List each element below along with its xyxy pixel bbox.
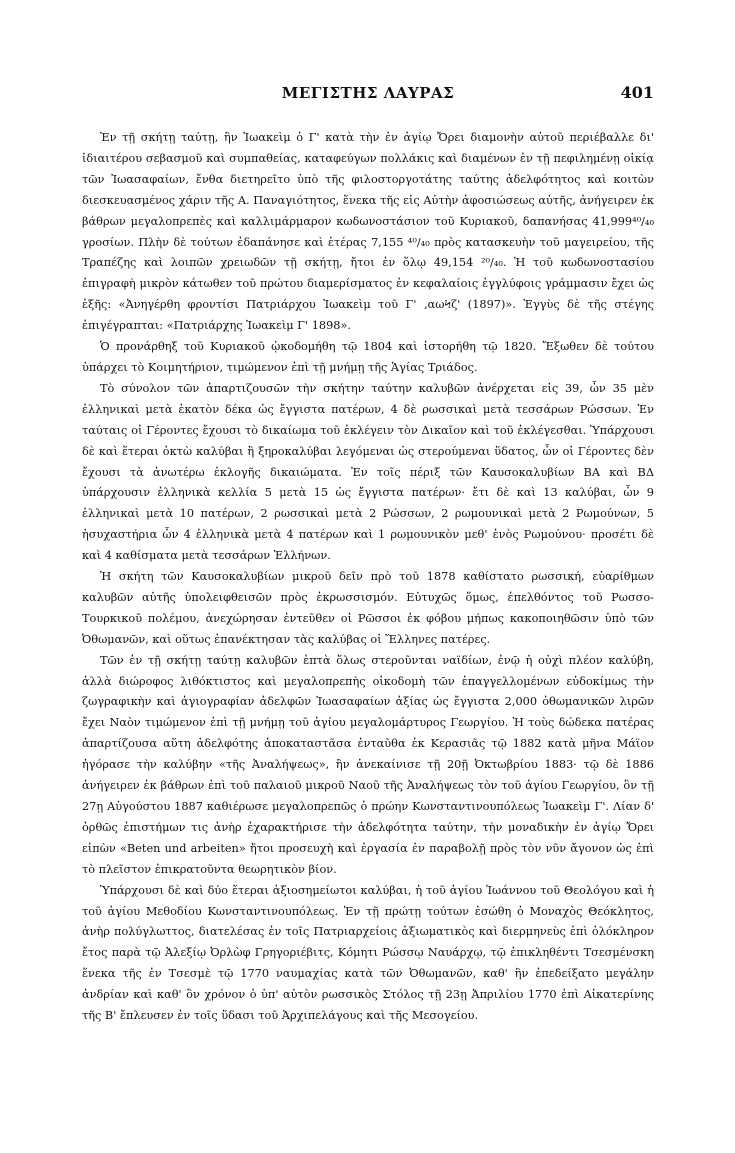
page-number: 401 xyxy=(620,83,654,102)
paragraph-4: Ἡ σκήτη τῶν Καυσοκαλυβίων μικροῦ δεῖν πρὸ τοῦ 1878 καθίστατο ρωσσική, εὐαρίθμων καλυβῶν αὐτῆς ὑπολειφθεισῶν πρὸς ἐκρωσσισμόν. Εὐτυχῶς ὅμως, ἐπελθόντος τοῦ Ρωσσο-Τουρκικοῦ πολέμου, ἀνεχώρησαν ἐντεῦθεν οἱ Ρῶσσοι ἐκ φόβου μήπως κακοποιηθῶσιν ὑπὸ τῶν Ὀθωμανῶν, καὶ οὕτως ἐπανέκτησαν τὰς καλύβας οἱ Ἕλληνες πατέρες. xyxy=(82,570,654,646)
paragraph-6: Ὑπάρχουσι δὲ καὶ δύο ἕτεραι ἀξιοσημείωτοι καλύβαι, ἡ τοῦ ἁγίου Ἰωάννου τοῦ Θεολόγου καὶ ἡ τοῦ ἁγίου Μεθοδίου Κωνσταντινουπόλεως. Ἐν τῇ πρώτῃ τούτων ἐσώθη ὁ Μοναχὸς Θεόκλητος, ἀνὴρ πολύγλωττος, διατελέσας ἐν τοῖς Πατριαρχείοις ἀξιωματικὸς καὶ διερμηνεὺς ἐπὶ ὁλόκληρον ἔτος παρὰ τῷ Ἀλεξίῳ Ὀρλὼφ Γρηγοριέβιτς, Κόμητι Ρώσσῳ Ναυάρχῳ, τῷ ἐπικληθέντι Τσεσμένσκη ἕνεκα τῆς ἐν Τσεσμὲ τῷ 1770 ναυμαχίας κατὰ τῶν Ὀθωμανῶν, καθ' ἣν ἐπεδείξατο μεγάλην ἀνδρίαν καὶ καθ' ὃν χρόνον ὁ ὑπ' αὐτὸν ρωσσικὸς Στόλος τῇ 23ῃ Ἀπριλίου 1770 ἐπὶ Αἰκατερίνης τῆς Β' ἔπλευσεν ἐν τοῖς ὕδασι τοῦ Ἀρχιπελάγους καὶ τῆς Μεσογείου. xyxy=(82,883,654,1023)
paragraph-3: Τὸ σύνολον τῶν ἀπαρτιζουσῶν τὴν σκήτην ταύτην καλυβῶν ἀνέρχεται εἰς 39, ὧν 35 μὲν ἑλληνικαὶ μετὰ ἑκατὸν δέκα ὡς ἔγγιστα πατέρων, 4 δὲ ρωσσικαὶ μετὰ τεσσάρων Ρώσσων. Ἐν ταύταις οἱ Γέροντες ἔχουσι τὸ δικαίωμα τοῦ ἐκλέγειν τὸν Δικαῖον καὶ τοῦ ἐκλέγεσθαι. Ὑπάρχουσι δὲ καὶ ἕτεραι ὀκτὼ καλύβαι ἢ ξηροκαλύβαι λεγόμεναι ὡς στερούμεναι ὕδατος, ὧν οἱ Γέροντες δὲν ἔχουσι τὰ ἀνωτέρω ἐκλογῆς δικαιώματα. Ἐν τοῖς πέριξ τῶν Καυσοκαλυβίων ΒΑ καὶ ΒΔ ὑπάρχουσιν ἑλληνικὰ κελλία 5 μετὰ 15 ὡς ἔγγιστα πατέρων· ἔτι δὲ καὶ 13 καλύβαι, ὧν 9 ἑλληνικαὶ μετὰ 10 πατέρων, 2 ρωσσικαὶ μετὰ 2 Ρώσσων, 2 ρωμουνικαὶ μετὰ 2 Ρωμούνων, 5 ἡσυχαστήρια ὧν 4 ἑλληνικὰ μετὰ 4 πατέρων καὶ 1 ρωμουνικὸν μεθ' ἑνὸς Ρωμούνου· προσέτι δὲ καὶ 4 καθίσματα μετὰ τεσσάρων Ἑλλήνων. xyxy=(82,381,654,563)
body-text xyxy=(82,128,654,1027)
paragraph-5: Τῶν ἐν τῇ σκήτῃ ταύτῃ καλυβῶν ἑπτὰ ὅλως στεροῦνται ναϊδίων, ἐνῷ ἡ οὐχὶ πλέον καλύβη, ἀλλὰ διώροφος λιθόκτιστος καὶ μεγαλοπρεπὴς οἰκοδομὴ τῶν ἐπαγγελλομένων εὐδοκίμως τὴν ζωγραφικὴν καὶ ἁγιογραφίαν ἀδελφῶν Ἰωασαφαίων ἀξίας ὡς ἔγγιστα 2,000 ὀθωμανικῶν λιρῶν ἔχει Ναὸν τιμώμενον ἐπὶ τῇ μνήμῃ τοῦ ἁγίου μεγαλομάρτυρος Γεωργίου. Ἡ τοὺς δώδεκα πατέρας ἀπαρτίζουσα αὕτη ἀδελφότης ἀποκαταστᾶσα ἐνταῦθα ἐκ Κερασιᾶς τῷ 1882 κατὰ μῆνα Μάϊον ἠγόρασε τὴν καλύβην «τῆς Ἀναλήψεως», ἣν ἀνεκαίνισε τῇ 20ῇ Ὀκτωβρίου 1883· τῷ δὲ 1886 ἀνήγειρεν ἐκ βάθρων ἐπὶ τοῦ παλαιοῦ μικροῦ Ναοῦ τῆς Ἀναλήψεως τὸν τοῦ ἁγίου Γεωργίου, ὃν τῇ 27ῃ Αὐγούστου 1887 καθιέρωσε μεγαλοπρεπῶς ὁ πρώην Κωνσταντινουπόλεως Ἰωακεὶμ Γ'. Λίαν δ' ὀρθῶς ἐπιστήμων τις ἀνὴρ ἐχαρακτήρισε τὴν ἀδελφότητα ταύτην, τὴν μοναδικὴν ἐν ἁγίῳ Ὄρει εἰπὼν «Beten und arbeiten» ἤτοι προσευχὴ καὶ ἐργασία ἐν παραβολῇ πρὸς τὸν νῦν ἄγονον ὡς ἐπὶ τὸ πλεῖστον ἐπικρατοῦντα θεωρητικὸν βίον. xyxy=(82,653,654,876)
page-header xyxy=(82,84,654,114)
book-page xyxy=(82,84,654,1027)
paragraph-2: Ὁ προνάρθηξ τοῦ Κυριακοῦ ᾠκοδομήθη τῷ 1804 καὶ ἱστορήθη τῷ 1820. Ἔξωθεν δὲ τούτου ὑπάρχει τὸ Κοιμητήριον, τιμώμενον ἐπὶ τῇ μνήμῃ τῆς Ἁγίας Τριάδος. xyxy=(82,340,654,374)
paragraph-1: Ἐν τῇ σκήτῃ ταύτῃ, ἣν Ἰωακεὶμ ὁ Γ' κατὰ τὴν ἐν ἁγίῳ Ὄρει διαμονὴν αὐτοῦ περιέβαλλε δι' ἰδιαιτέρου σεβασμοῦ καὶ συμπαθείας, καταφεύγων πολλάκις καὶ διαμένων ἐν τῇ πεφιλημένῃ οἰκίᾳ τῶν Ἰωασαφαίων, ἔνθα διετηρεῖτο ὑπὸ τῆς φιλοστοργοτάτης ταύτης ἀδελφότητος καὶ κοιτὼν διεσκευασμένος χάριν τῆς Α. Παναγιότητος, ἕνεκα τῆς εἰς Αὐτὴν ἀφοσιώσεως αὐτῆς, ἀνήγειρεν ἐκ βάθρων μεγαλοπρεπὲς καὶ καλλιμάρμαρον κωδωνοστάσιον τοῦ Κυριακοῦ, δαπανήσας 41,999⁴⁰/₄₀ γροσίων. Πλὴν δὲ τούτων ἐδαπάνησε καὶ ἑτέρας 7,155 ⁴⁰/₄₀ πρὸς κατασκευὴν τοῦ μαγειρείου, τῆς Τραπέζης καὶ λοιπῶν χρειωδῶν τῇ σκήτῃ, ἤτοι ἐν ὅλῳ 49,154 ²⁰/₄₀. Ἡ τοῦ κωδωνοστασίου ἐπιγραφὴ μικρὸν κάτωθεν τοῦ πρώτου διαμερίσματος ἐν κεφαλαίοις ἐγγλύφοις γράμμασιν ἔχει ὡς ἑξῆς: «Ἀνηγέρθη φροντίσι Πατριάρχου Ἰωακεὶμ τοῦ Γ' ,αωϞζ' (1897)». Ἐγγὺς δὲ τῆς στέγης ἐπιγέγραπται: «Πατριάρχης Ἰωακεὶμ Γ' 1898». xyxy=(82,131,654,333)
running-title: ΜΕΓΙΣΤΗΣ ΛΑΥΡΑΣ xyxy=(281,84,455,102)
